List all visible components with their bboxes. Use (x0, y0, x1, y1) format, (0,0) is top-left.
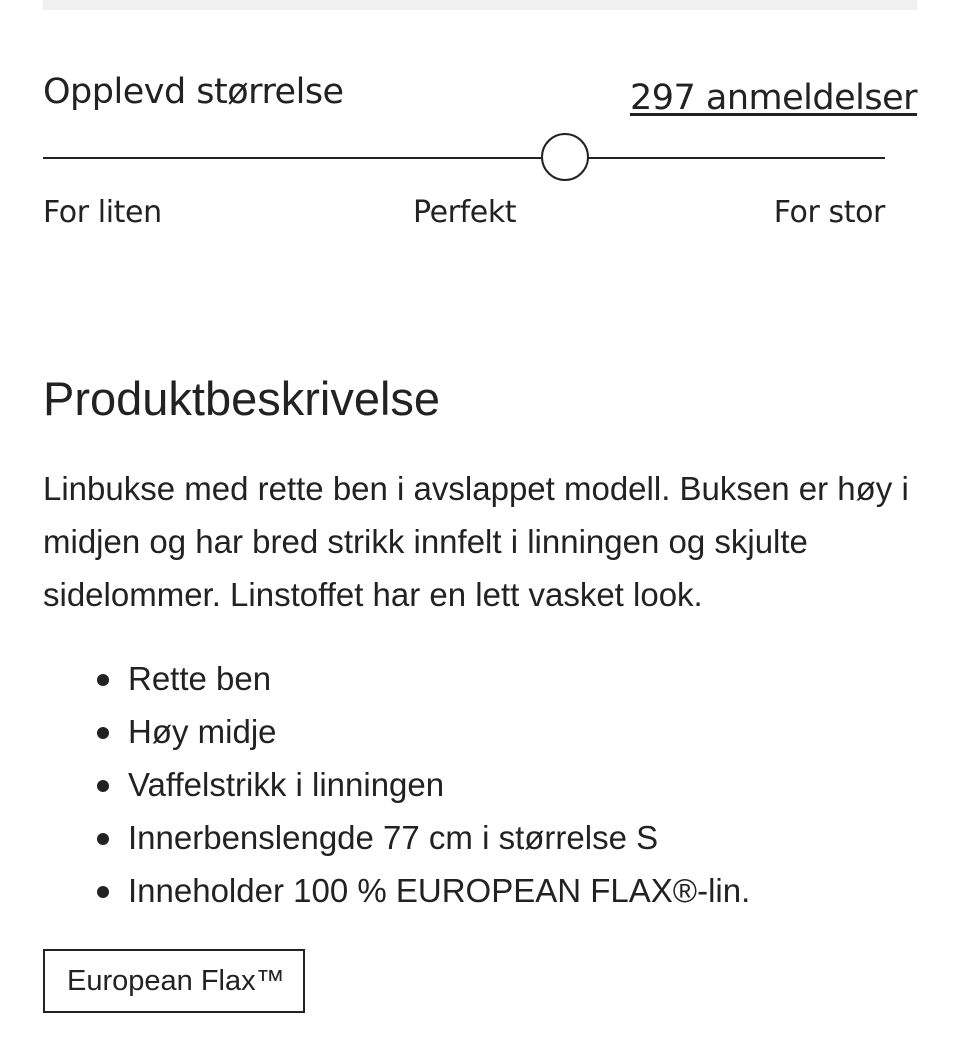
feature-list (128, 652, 750, 917)
feature-item: Inneholder 100 % EUROPEAN FLAX®-lin. (128, 864, 750, 917)
scale-label-too-big: For stor (773, 195, 885, 230)
product-description-heading: Produktbeskrivelse (43, 372, 441, 425)
product-description-text: Linbukse med rette ben i avslappet modell. Buksen er høy i midjen og har bred strikk innfelt i linningen og skjulte sidelommer. Linstoffet har en lett vasket look. (43, 470, 909, 613)
scale-label-perfect: Perfekt (413, 195, 517, 230)
size-slider-track (43, 157, 885, 159)
reviews-link[interactable]: 297 anmeldelser (629, 78, 917, 118)
perceived-size-title: Opplevd størrelse (43, 72, 344, 112)
feature-item: Rette ben (128, 652, 750, 705)
scale-label-too-small: For liten (43, 195, 162, 230)
feature-item: Vaffelstrikk i linningen (128, 758, 750, 811)
top-divider-bar (43, 0, 917, 10)
size-slider-thumb[interactable] (541, 133, 589, 181)
feature-item: Høy midje (128, 705, 750, 758)
feature-item: Innerbenslengde 77 cm i størrelse S (128, 811, 750, 864)
european-flax-tag[interactable]: European Flax™ (43, 949, 305, 1013)
